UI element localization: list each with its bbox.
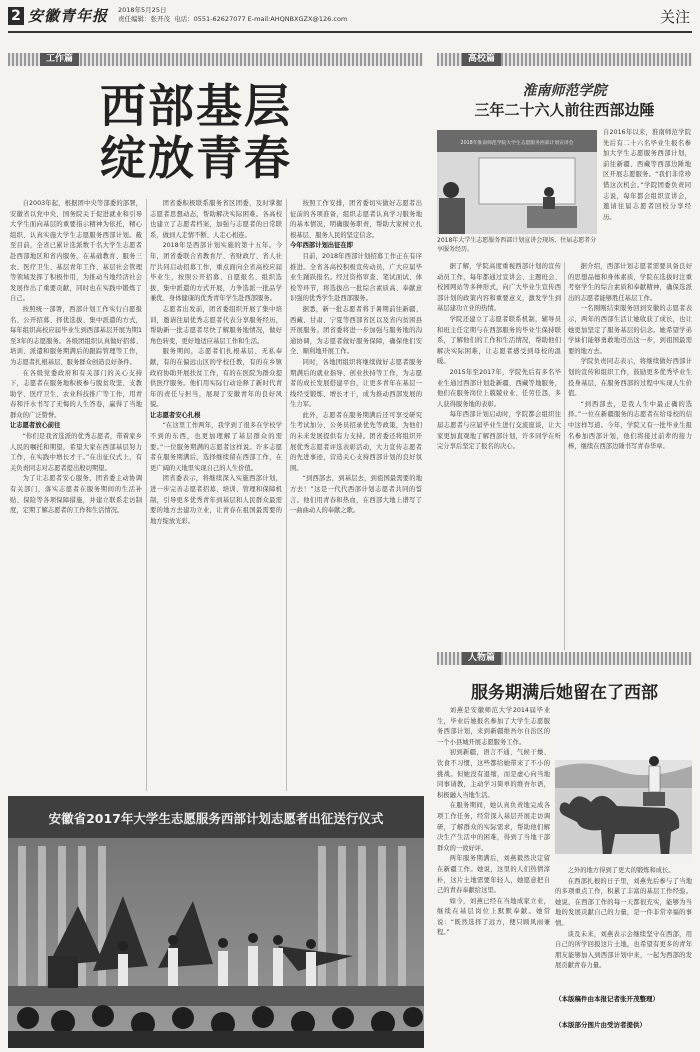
- profile-column-2: [555, 866, 692, 980]
- header-meta: [118, 6, 347, 24]
- header-rule: [8, 31, 692, 33]
- paragraph: 目前，2018年西部计划招募工作正在有序推进。全省各高校积极宣传动员，广大应届毕业生踊跃报名。经过资格审查、笔试面试、体检等环节，将选拔出一批综合素质高、奉献意识强的优秀学生赴西部服务。: [290, 252, 422, 303]
- profile-headline: 服务期满后她留在了西部: [471, 683, 658, 703]
- paragraph: 据了解，学院高度重视西部计划的宣传动员工作，每年都通过宣讲会、主题班会、校园网站等多种形式，向广大毕业生宣传西部计划的政策内容和重要意义，激发学生到基层建功立业的热情。: [437, 263, 561, 313]
- paragraph: 在服务期间，她认真负责地完成各项工作任务，经常深入基层开展走访调研，了解群众的实际需求，帮助他们解决生产生活中的困难，得到了当地干部群众的一致好评。: [437, 802, 550, 852]
- paragraph: 据悉，新一批志愿者将于暑期前往新疆、西藏、甘肃、宁夏等西部省区以及省内贫困县开展服务。团省委将进一步加强与服务地的沟通协调，为志愿者做好服务保障，确保他们安全、顺利地开展工作。: [290, 305, 422, 356]
- paragraph: 自2003年起，根据团中央等部委的部署，安徽省以党中央、国务院关于促进就业和引导大学生面向基层的重要指示精神为依托，精心组织、认真实施大学生志愿服务西部计划。截至目前，全省已累计选派数千名大学生志愿者赴西部地区和省内服务，在基础教育、服务三农、医疗卫生、基层青年工作、基层社会管理等领域发挥了积极作用，为推动当地经济社会发展作出了重要贡献，同时也在实践中锻炼了自己。: [10, 200, 142, 303]
- subheading: 今年西部计划出征在即: [290, 242, 353, 250]
- paragraph: “在这里工作两年，我学到了很多在学校学不到的东西，也更加理解了基层群众的需要。”一位服务期满的志愿者这样说。许多志愿者在服务期满后，选择继续留在西部工作，在更广阔的天地里实现自己的人生价值。: [150, 422, 282, 472]
- ceremony-photo: [8, 796, 424, 1048]
- section-title: 关注: [659, 8, 690, 26]
- college-name: 淮南师范学院: [522, 83, 607, 99]
- subheading: 让志愿者安心扎根: [150, 411, 201, 419]
- paragraph: 为了让志愿者安心服务，团省委主动协调有关部门，落实志愿者在服务期间的生活补贴、保险等各项保障措施，并建立联系走访制度，定期了解志愿者的工作和生活情况。: [10, 475, 142, 515]
- reporter-credit: （本版稿件由本报记者张开茂整理）: [555, 995, 659, 1003]
- issue-date: 2018年5月25日: [118, 6, 167, 14]
- college-headline: 三年二十六人前往西部边陲: [474, 101, 655, 119]
- paragraph: 在西部扎根的日子里，刘燕先后参与了当地的多项重点工作，积累了丰富的基层工作经验。她说，在西部工作的每一天都很充实，能够为当地的发展贡献自己的力量，是一件非常幸福的事情。: [555, 877, 692, 927]
- section-tag-college: 高校篇: [462, 53, 501, 66]
- paragraph: 此外，志愿者在服务期满后还可享受研究生考试加分、公务员招录优先等政策，为他们的未来发展提供有力支持。团省委还将组织开展优秀志愿者评选表彰活动，大力宣传志愿者的先进事迹，营造关心支持西部计划的良好氛围。: [290, 411, 422, 472]
- column-divider: [564, 262, 565, 650]
- paragraph: 每年西部计划启动时，学院都会组织往届志愿者与应届毕业生进行交流座谈，让大家更加直观地了解西部计划，许多同学在听完分享后坚定了报名的决心。: [437, 411, 561, 451]
- lecture-photo: [437, 130, 597, 234]
- paragraph: 初到新疆，语言不通、气候干燥、饮食不习惯，这些都给她带来了不小的挑战。但她没有退缩，而是虚心向当地同事请教，主动学习简单的维吾尔语，积极融入当地生活。: [437, 749, 550, 799]
- column-divider: [286, 199, 287, 791]
- profile-column-1: [437, 706, 550, 1048]
- lecture-screen-text: 2018年淮南师范学院大学生志愿服务西部计划宣讲会: [460, 141, 574, 146]
- paragraph: 据介绍，西部计划志愿者需要具备良好的思想品德和身体素质，学院在选拔时注重考察学生的综合素质和奉献精神，确保选派出的志愿者能够胜任基层工作。: [568, 263, 692, 302]
- paragraph: 团省委表示，将继续深入实施西部计划，进一步完善志愿者招募、培训、管理和保障机制，引导更多优秀青年到基层和人民群众最需要的地方去建功立业，让青春在祖国最需要的地方绽放光彩。: [150, 475, 282, 525]
- section-tag-work: 工作篇: [40, 53, 79, 66]
- photo-banner-text: 安徽省2017年大学生志愿服务西部计划志愿者出征送行仪式: [48, 811, 384, 826]
- photo-credit: （本版部分图片由受访者提供）: [555, 1021, 646, 1029]
- article-column-2: [150, 199, 282, 791]
- paragraph: 按照统一部署，西部计划工作实行自愿报名、公开招募、择优选拔、集中派遣的方式，每年组织高校应届毕业生到西部基层开展为期1至3年的志愿服务。各级团组织认真做好招募、培训、派遣和服务期满后的跟踪管理等工作，为志愿者扎根基层、服务群众创造良好条件。: [10, 305, 142, 366]
- paragraph: 学院还建立了志愿者联系机制，辅导员和班主任定期与在西部服务的毕业生保持联系，了解他们的工作和生活情况，帮助他们解决实际困难，让志愿者感受到母校的温暖。: [437, 315, 561, 366]
- paragraph: “到西部去，是我人生中最正确的选择。”一位在新疆服务的志愿者在给母校的信中这样写道。今年，学院又有一批毕业生报名参加西部计划，他们将接过前辈的接力棒，继续在西部边陲书写青春华章。: [568, 400, 692, 451]
- article-column-3: [290, 199, 422, 791]
- editor: 责任编辑：张开茂: [118, 15, 170, 23]
- contact: 电话：0551-62627077 E-mail:AHQNBXGZX@126.com: [174, 15, 348, 23]
- paragraph: 之外的地方得到了更大的锻炼和成长。: [567, 867, 675, 874]
- paragraph: 志愿者出发前，团省委组织开展了集中培训，邀请往届优秀志愿者代表分享服务经历，帮助新一批志愿者尽快了解服务地情况，做好角色转变，更好地适应基层工作和生活。: [150, 305, 282, 345]
- camel-photo-image: [555, 728, 692, 862]
- section-tag-person: 人物篇: [462, 652, 501, 665]
- camel-photo: [555, 728, 692, 862]
- ceremony-photo-image: [8, 796, 424, 1048]
- paragraph: 按照工作安排，团省委切实做好志愿者出征前的各项准备，组织志愿者认真学习服务地的基本情况，明确服务职责，帮助大家树立扎根基层、服务人民的坚定信念。: [290, 200, 422, 239]
- paragraph: 谈及未来，刘燕表示会继续坚守在西部，用自己的所学回报这片土地，也希望有更多的青年朋友能够加入到西部计划中来，一起为西部的发展贡献青春力量。: [555, 930, 692, 970]
- paragraph: 一名刚刚结束服务回到安徽的志愿者表示，两年的西部生活让她收获了成长，也让她更加坚定了服务基层的信念。她希望学弟学妹们能够勇敢地迈出这一步，到祖国最需要的地方去。: [568, 305, 692, 355]
- paragraph: “你们是我省选派的优秀志愿者，带着家乡人民的嘱托和期望，希望大家在西部基层努力工作，在实践中增长才干。”在出征仪式上，有关负责同志对志愿者提出殷切期望。: [10, 433, 142, 472]
- headline-line-1: 西部基层: [100, 79, 292, 133]
- paragraph: 团省委积极联系服务省区团委，及时掌握志愿者思想动态，帮助解决实际困难。各高校也建立了志愿者档案，加强与志愿者的日常联系，做到人走情不断、人走心相连。: [150, 200, 282, 239]
- college-side-text: 自2016年以来，淮南师范学院先后有二十六名毕业生报名参加大学生志愿服务西部计划，前往新疆、西藏等西部边陲地区开展志愿服务。“我们非常珍惜这次机会。”学院团委负责同志说，每年都会组织宣讲会，邀请往届志愿者回校分享经历。: [603, 129, 691, 221]
- paragraph: 学院负责同志表示，将继续做好西部计划的宣传和组织工作，鼓励更多优秀毕业生投身基层，在服务西部的过程中实现人生价值。: [568, 358, 692, 398]
- subheading: 让志愿者放心前往: [10, 422, 61, 430]
- column-divider: [146, 199, 147, 791]
- masthead: 安徽青年报: [28, 7, 109, 25]
- paragraph: “到西部去，到基层去，到祖国最需要的地方去！”这是一代代西部计划志愿者共同的誓言。他们用青春和热血，在西部大地上谱写了一曲曲动人的奉献之歌。: [290, 475, 422, 515]
- paragraph: 服务期间，志愿者们扎根基层、无私奉献，有的在偏远山区的学校任教，有的在乡镇政府协助开展扶贫工作，有的在医院为群众提供医疗服务。他们用实际行动诠释了新时代青年的责任与担当，展现了安徽青年的良好风貌。: [150, 348, 282, 409]
- article-column-1: [10, 199, 142, 791]
- paragraph: 刘燕是安徽师范大学2014届毕业生，毕业后她报名参加了大学生志愿服务西部计划，来到新疆维吾尔自治区的一个小县城开展志愿服务工作。: [437, 707, 550, 746]
- headline: [100, 80, 320, 184]
- paragraph: 两年服务期满后，刘燕毅然决定留在新疆工作。她说，这里的人们热情淳朴，这片土地需要年轻人，她愿意把自己的青春奉献给这里。: [437, 855, 550, 895]
- page-number: 2: [8, 7, 24, 25]
- paragraph: 2018年是西部计划实施的第十五年。今年，团省委联合省教育厅、省财政厅、省人社厅共同启动招募工作，重点面向全省高校应届毕业生，按照公开招募、自愿报名、组织选拔、集中派遣的方式开展，力争选派一批品学兼优、身体健康的优秀青年学生赴西部服务。: [150, 242, 282, 303]
- paragraph: 2015年至2017年，学院先后有多名毕业生通过西部计划赴新疆、西藏等地服务，他们在服务岗位上兢兢业业、任劳任怨，多人获得服务地的表彰。: [437, 368, 561, 408]
- lecture-photo-image: [437, 130, 597, 234]
- headline-line-2: 绽放青春: [100, 131, 292, 185]
- paragraph: 在各级党委政府和有关部门的关心支持下，志愿者在服务地积极参与脱贫攻坚、支教助学、医疗卫生、农业科技推广等工作，用青春和汗水书写了无悔的人生答卷，赢得了当地群众的广泛赞誉。: [10, 369, 142, 419]
- paragraph: 如今，刘燕已经在当地成家立业，继续在基层岗位上默默奉献。她常说：“既然选择了远方，便只顾风雨兼程。”: [437, 897, 550, 937]
- paragraph: 同时，各地团组织将继续做好志愿者服务期满后的就业指导、创业扶持等工作，为志愿者的成长发展搭建平台，让更多青年在基层一线经受锻炼、增长才干，成为推动西部发展的生力军。: [290, 358, 422, 409]
- lecture-photo-caption: 2018年大学生志愿服务西部计划宣讲会现场，往届志愿者分享服务经历。: [437, 237, 597, 253]
- college-column-2: [568, 262, 692, 650]
- college-column-1: [437, 262, 561, 650]
